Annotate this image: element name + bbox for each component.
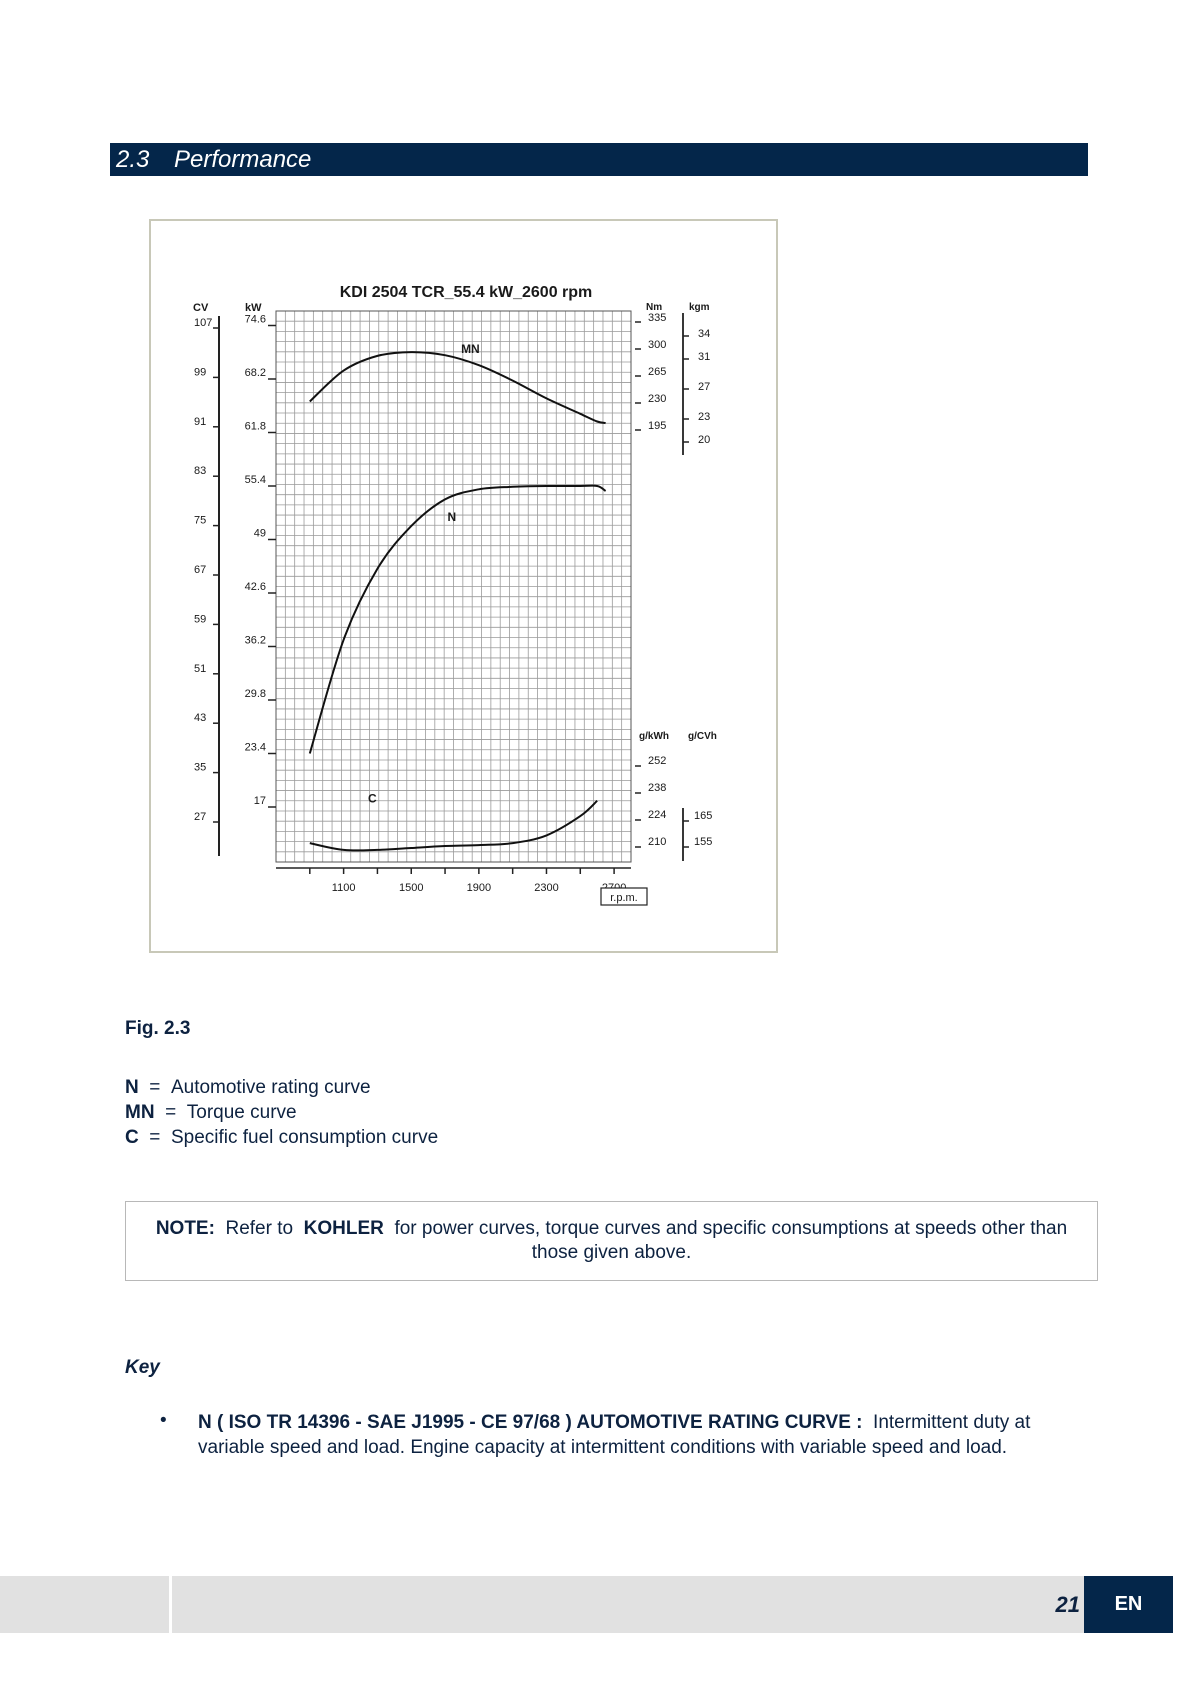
chart-grid [276,311,631,862]
kw-tick-label: 55.4 [244,474,266,486]
kw-tick-label: 29.8 [244,688,266,700]
footer-bar [172,1576,1084,1633]
cv-tick-label: 107 [194,317,213,329]
cv-tick-label: 99 [194,366,207,379]
legend-key: N [125,1077,139,1098]
x-tick-label: 1900 [466,882,492,894]
chart-title: KDI 2504 TCR_55.4 kW_2600 rpm [339,284,593,301]
note-label: NOTE: [155,1218,215,1239]
kw-tick-label: 49 [253,527,266,540]
page-number: 21 [1055,1592,1080,1617]
curve-label-mn: MN [461,342,480,356]
section-title: Performance [174,146,312,173]
gcvh-tick-label: 155 [694,836,713,848]
kgm-axis-label: kgm [689,302,710,313]
legend-key: C [125,1127,139,1148]
gkwh-tick-label: 238 [648,782,667,794]
kw-tick-label: 74.6 [244,313,266,326]
nm-axis-label: Nm [646,302,663,313]
cv-tick-label: 27 [194,811,207,823]
gkwh-tick-label: 224 [648,809,667,821]
note-text: for power curves, torque curves and specific consumptions at speeds other than those given above. [394,1218,1068,1263]
cv-tick-label: 43 [194,712,207,725]
cv-tick-label: 35 [194,761,207,774]
x-tick-label: 2300 [534,882,559,894]
footer-left-block [0,1576,169,1633]
chart-svg [151,221,780,955]
kw-tick-label: 23.4 [244,741,266,754]
legend-row: MN = Torque curve [125,1102,297,1123]
rpm-label: r.p.m. [610,892,638,904]
performance-chart [149,219,778,953]
legend-key: MN [125,1102,155,1123]
cv-tick-label: 67 [194,564,207,576]
kw-tick-label: 61.8 [244,420,266,433]
cv-tick-label: 75 [194,514,207,527]
section-number: 2.3 [116,146,150,173]
gcvh-tick-label: 165 [694,810,713,822]
bullet-icon: • [160,1410,167,1431]
kw-tick-label: 17 [253,795,266,807]
kw-tick-label: 36.2 [244,634,266,647]
key-item-text: Intermittent duty at variable speed and load. Engine capacity at intermittent conditions with variable speed and load. [198,1412,1031,1458]
figure-caption: Fig. 2.3 [125,1018,191,1039]
legend-row: C = Specific fuel consumption curve [125,1127,439,1148]
legend-row: N = Automotive rating curve [125,1077,371,1098]
kgm-tick-label: 27 [698,381,711,393]
nm-tick-label: 195 [648,420,667,432]
kgm-tick-label: 23 [698,411,711,423]
kw-axis-label: kW [245,302,262,314]
nm-tick-label: 230 [648,393,667,405]
cv-axis-label: CV [193,302,209,314]
kgm-tick-label: 34 [698,328,711,340]
torque-curve-mn [310,352,606,423]
kgm-tick-label: 31 [698,351,711,363]
power-curve-n [310,486,606,754]
gkwh-tick-label: 252 [648,755,667,767]
gcvh-axis-label: g/CVh [688,731,717,742]
curve-legend [125,1075,438,1150]
cv-tick-label: 51 [194,662,207,675]
kw-tick-label: 68.2 [244,367,266,379]
nm-tick-label: 300 [648,339,667,351]
legend-text: Automotive rating curve [170,1077,371,1098]
key-heading: Key [125,1357,160,1378]
cv-tick-label: 91 [194,415,207,428]
gkwh-tick-label: 210 [648,836,667,848]
note-brand: KOHLER [303,1218,384,1239]
chart-curves [310,342,606,850]
curve-label-c: C [368,791,377,806]
key-item [198,1410,1098,1460]
section-header [110,143,1088,176]
nm-tick-label: 335 [648,312,667,324]
kgm-tick-label: 20 [698,434,711,446]
legend-text: Specific fuel consumption curve [170,1127,439,1148]
nm-tick-label: 265 [648,366,667,378]
kw-tick-label: 42.6 [244,581,266,593]
legend-text: Torque curve [186,1102,297,1123]
cv-tick-label: 59 [194,613,207,626]
key-item-title: N ( ISO TR 14396 - SAE J1995 - CE 97/68 ) AUTOMOTIVE RATING CURVE : [198,1412,863,1433]
note-prefix: Refer to [225,1218,294,1239]
cv-tick-label: 83 [194,465,207,478]
x-tick-label: 1100 [331,882,356,894]
curve-label-n: N [447,510,457,525]
x-tick-label: 1500 [398,882,424,894]
gkwh-axis-label: g/kWh [639,731,669,742]
chart-axes [193,302,717,894]
note-box [125,1201,1098,1281]
language-badge: EN [1084,1576,1173,1633]
